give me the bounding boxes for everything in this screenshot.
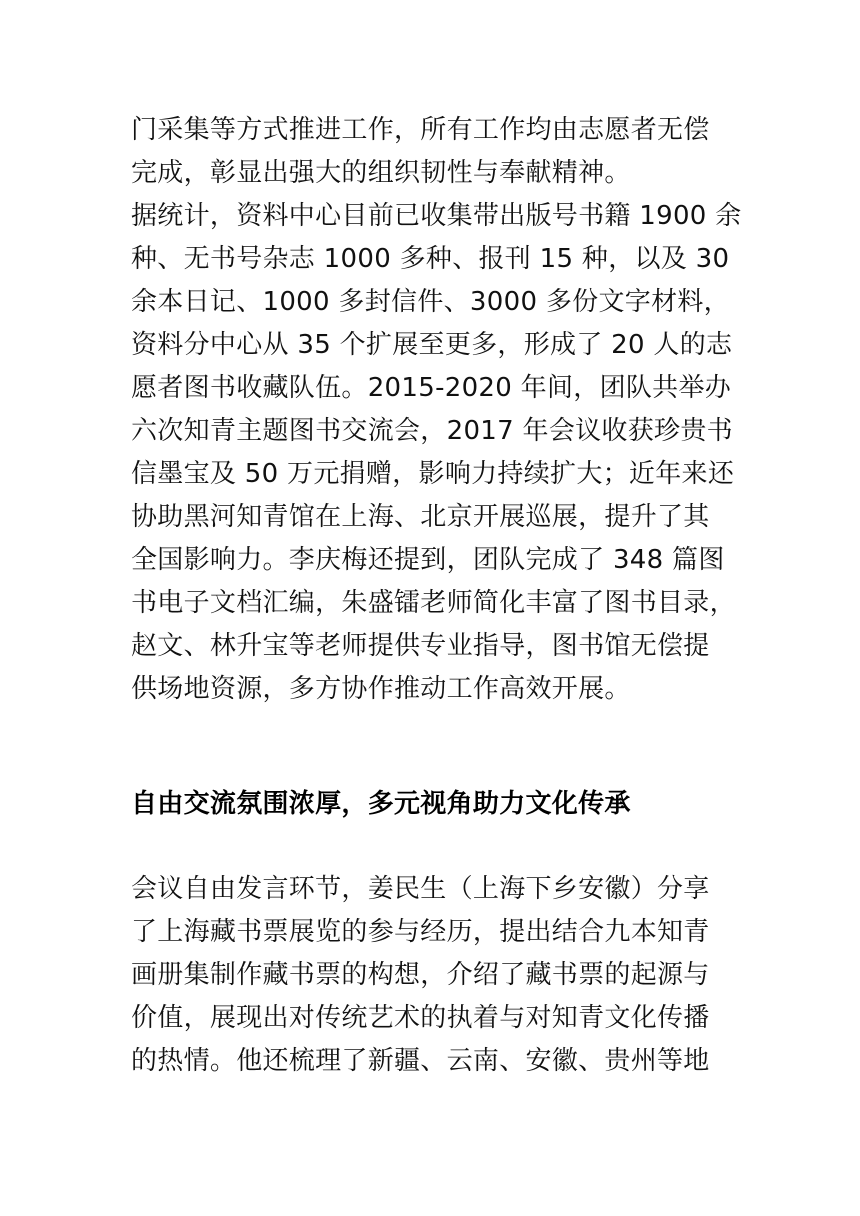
paragraph-line: 资料分中心从 35 个扩展至更多，形成了 20 人的志 xyxy=(131,330,733,360)
paragraph-line: 门采集等方式推进工作，所有工作均由志愿者无偿 xyxy=(131,115,710,145)
paragraph-line: 赵文、林升宝等老师提供专业指导，图书馆无偿提 xyxy=(131,631,710,661)
paragraph-line: 完成，彰显出强大的组织韧性与奉献精神。 xyxy=(131,158,631,188)
paragraph-line: 的热情。他还梳理了新疆、云南、安徽、贵州等地 xyxy=(131,1046,710,1076)
paragraph-line: 六次知青主题图书交流会，2017 年会议收获珍贵书 xyxy=(131,416,733,446)
paragraph-line: 种、无书号杂志 1000 多种、报刊 15 种，以及 30 xyxy=(131,244,730,274)
paragraph-line: 了上海藏书票展览的参与经历，提出结合九本知青 xyxy=(131,917,710,947)
section-heading: 自由交流氛围浓厚，多元视角助力文化传承 xyxy=(131,789,631,819)
paragraph-line: 愿者图书收藏队伍。2015-2020 年间，团队共举办 xyxy=(131,373,732,403)
paragraph-line: 会议自由发言环节，姜民生（上海下乡安徽）分享 xyxy=(131,874,710,904)
paragraph-line: 价值，展现出对传统艺术的执着与对知青文化传播 xyxy=(131,1003,710,1033)
paragraph-line: 据统计，资料中心目前已收集带出版号书籍 1900 余 xyxy=(131,201,742,231)
paragraph-line: 信墨宝及 50 万元捐赠，影响力持续扩大；近年来还 xyxy=(131,459,735,489)
paragraph-line: 全国影响力。李庆梅还提到，团队完成了 348 篇图 xyxy=(131,545,725,575)
paragraph-line: 余本日记、1000 多封信件、3000 多份文字材料， xyxy=(131,287,730,317)
paragraph-line: 协助黑河知青馆在上海、北京开展巡展，提升了其 xyxy=(131,502,710,532)
paragraph-line: 书电子文档汇编，朱盛镭老师简化丰富了图书目录， xyxy=(131,588,736,618)
paragraph-line: 画册集制作藏书票的构想，介绍了藏书票的起源与 xyxy=(131,960,710,990)
paragraph-line: 供场地资源，多方协作推动工作高效开展。 xyxy=(131,674,631,704)
